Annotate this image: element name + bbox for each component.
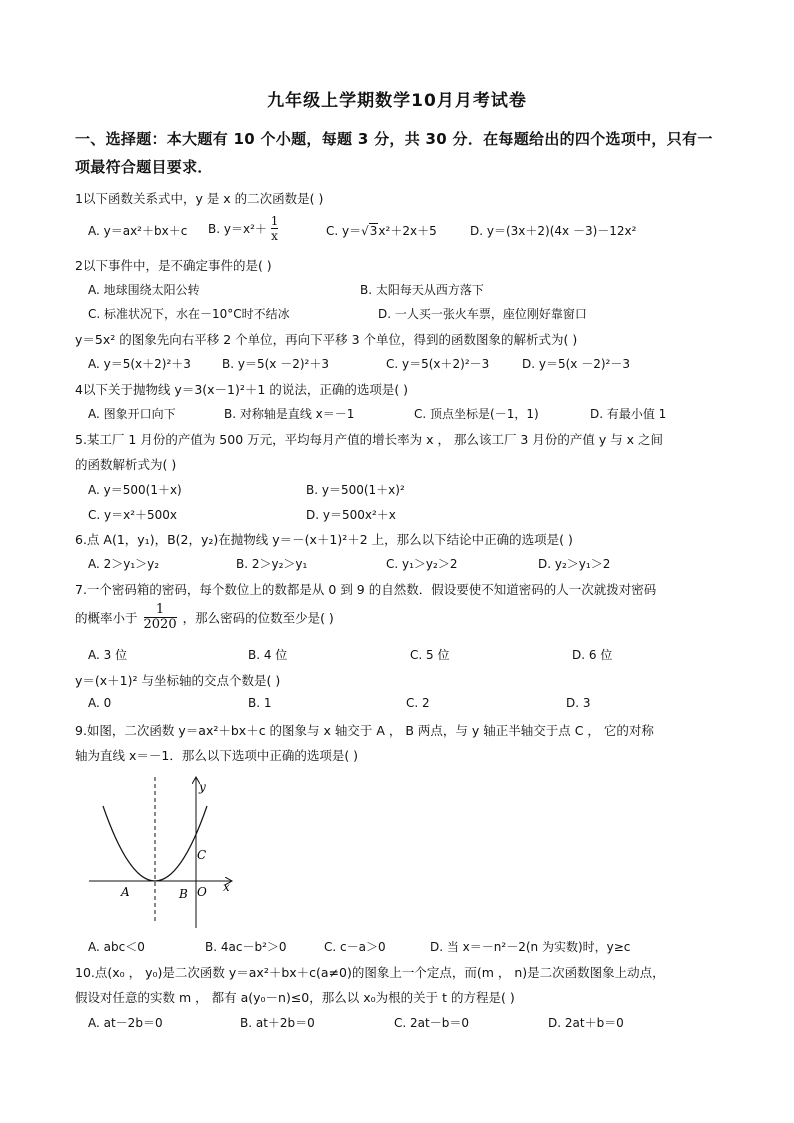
q10-stem-line1: 10.点(x₀ ， y₀)是二次函数 y＝ax²＋bx＋c(a≠0)的图象上一个定点，而(m ， n)是二次函数图象上动点， — [75, 965, 665, 980]
q1-option-b-fraction — [271, 214, 279, 243]
q10-option-c: C. 2at－b＝0 — [394, 1016, 469, 1030]
radical-sign: √ — [361, 224, 369, 238]
q7-frac-num: 1 — [155, 602, 165, 617]
q9-stem-line2: 轴为直线 x＝－1．那么以下选项中正确的选项是( ) — [75, 748, 359, 763]
q2-stem: 2以下事件中，是不确定事件的是( ) — [75, 258, 272, 273]
q1-b-frac-num: 1 — [270, 214, 279, 228]
q1-option-c — [326, 222, 437, 239]
q1-option-c-root: 3 — [369, 224, 378, 238]
q1-option-b-text: B. y＝x²＋ — [208, 222, 267, 236]
q2-option-a: A. 地球围绕太阳公转 — [88, 283, 200, 297]
q6-option-d: D. y₂＞y₁＞2 — [538, 557, 611, 571]
q8-option-c: C. 2 — [406, 696, 430, 710]
section-heading-line2: 项最符合题目要求． — [75, 158, 213, 176]
point-c-label: C — [197, 848, 207, 862]
q7-fraction — [144, 603, 177, 632]
q7-option-d: D. 6 位 — [572, 648, 613, 662]
page-title: 九年级上学期数学10月月考试卷 — [267, 91, 527, 111]
point-b-label: B — [179, 887, 188, 901]
q4-stem: 4以下关于抛物线 y＝3(x－1)²＋1 的说法，正确的选项是( ) — [75, 382, 409, 397]
q1-b-frac-den: x — [271, 229, 278, 243]
q1-option-c-post: x²＋2x＋5 — [378, 224, 437, 238]
q9-option-a: A. abc＜0 — [88, 940, 145, 954]
q6-stem: 6.点 A(1，y₁)，B(2，y₂)在抛物线 y＝－(x＋1)²＋2 上，那么以下结论中正确的选项是( ) — [75, 532, 573, 547]
q8-stem: y＝(x＋1)² 与坐标轴的交点个数是( ) — [75, 673, 281, 688]
q10-option-d: D. 2at＋b＝0 — [548, 1016, 624, 1030]
q9-option-d: D. 当 x＝－n²－2(n 为实数)时，y≥c — [430, 940, 631, 954]
q10-option-a: A. at－2b＝0 — [88, 1016, 163, 1030]
q5-stem-line1: 5.某工厂 1 月份的产值为 500 万元，平均每月产值的增长率为 x ， 那么该工厂 3 月份的产值 y 与 x 之间 — [75, 432, 664, 447]
q8-option-a: A. 0 — [88, 696, 112, 710]
q3-option-c: C. y＝5(x＋2)²－3 — [386, 357, 490, 371]
q10-option-b: B. at＋2b＝0 — [240, 1016, 315, 1030]
origin-label: O — [197, 885, 207, 899]
point-a-label: A — [121, 885, 130, 899]
q1-option-c-pre: C. y＝ — [326, 224, 362, 238]
q2-option-c: C. 标准状况下，水在－10°C时不结冰 — [88, 307, 290, 321]
q5-stem-line2: 的函数解析式为( ) — [75, 457, 177, 472]
q2-option-b: B. 太阳每天从西方落下 — [360, 283, 484, 297]
q1-option-a: A. y＝ax²＋bx＋c — [88, 224, 188, 238]
q7-stem-post: ，那么密码的位数至少是( ) — [182, 610, 334, 626]
q7-option-a: A. 3 位 — [88, 648, 128, 662]
q6-option-c: C. y₁＞y₂＞2 — [386, 557, 458, 571]
q2-option-d: D. 一人买一张火车票，座位刚好靠窗口 — [378, 307, 587, 321]
q6-option-b: B. 2＞y₂＞y₁ — [236, 557, 308, 571]
y-axis-label: y — [199, 780, 206, 794]
q9-stem-line1: 9.如图，二次函数 y＝ax²＋bx＋c 的图象与 x 轴交于 A ， B 两点，与 y 轴正半轴交于点 C ， 它的对称 — [75, 723, 654, 738]
q3-option-d: D. y＝5(x －2)²－3 — [522, 357, 630, 371]
q3-option-a: A. y＝5(x＋2)²＋3 — [88, 357, 191, 371]
q7-option-b: B. 4 位 — [248, 648, 288, 662]
section-heading-line1: 一、选择题：本大题有 10 个小题，每题 3 分，共 30 分．在每题给出的四个选项中，只有一 — [75, 130, 713, 148]
q1-stem: 1以下函数关系式中，y 是 x 的二次函数是( ) — [75, 191, 324, 206]
q4-option-b: B. 对称轴是直线 x＝－1 — [224, 407, 355, 421]
q1-option-d: D. y＝(3x＋2)(4x －3)－12x² — [470, 224, 637, 238]
q5-option-d: D. y＝500x²＋x — [306, 508, 396, 522]
q5-option-b: B. y＝500(1＋x)² — [306, 483, 405, 497]
q7-option-c: C. 5 位 — [410, 648, 450, 662]
q7-stem-line1: 7.一个密码箱的密码，每个数位上的数都是从 0 到 9 的自然数．假设要使不知道密码的人一次就拨对密码 — [75, 582, 657, 597]
parabola-graph — [85, 772, 245, 932]
q3-stem: y＝5x² 的图象先向右平移 2 个单位，再向下平移 3 个单位，得到的函数图象的解析式为( ) — [75, 332, 578, 347]
q3-option-b: B. y＝5(x －2)²＋3 — [222, 357, 329, 371]
q5-option-a: A. y＝500(1＋x) — [88, 483, 182, 497]
q8-option-b: B. 1 — [248, 696, 272, 710]
q5-option-c: C. y＝x²＋500x — [88, 508, 178, 522]
q9-option-b: B. 4ac－b²＞0 — [205, 940, 287, 954]
q4-option-c: C. 顶点坐标是(－1，1) — [414, 407, 539, 421]
q7-frac-den: 2020 — [143, 617, 177, 632]
q6-option-a: A. 2＞y₁＞y₂ — [88, 557, 160, 571]
x-axis-label: x — [223, 880, 230, 894]
q4-option-d: D. 有最小值 1 — [590, 407, 667, 421]
q7-stem-line2 — [75, 603, 334, 632]
q9-option-c: C. c－a＞0 — [324, 940, 386, 954]
q1-option-b — [208, 214, 278, 243]
q4-option-a: A. 图象开口向下 — [88, 407, 176, 421]
q8-option-d: D. 3 — [566, 696, 591, 710]
q10-stem-line2: 假设对任意的实数 m ， 都有 a(y₀－n)≤0，那么以 x₀为根的关于 t 的方程是( ) — [75, 990, 515, 1005]
q7-stem-pre: 的概率小于 — [75, 610, 138, 626]
